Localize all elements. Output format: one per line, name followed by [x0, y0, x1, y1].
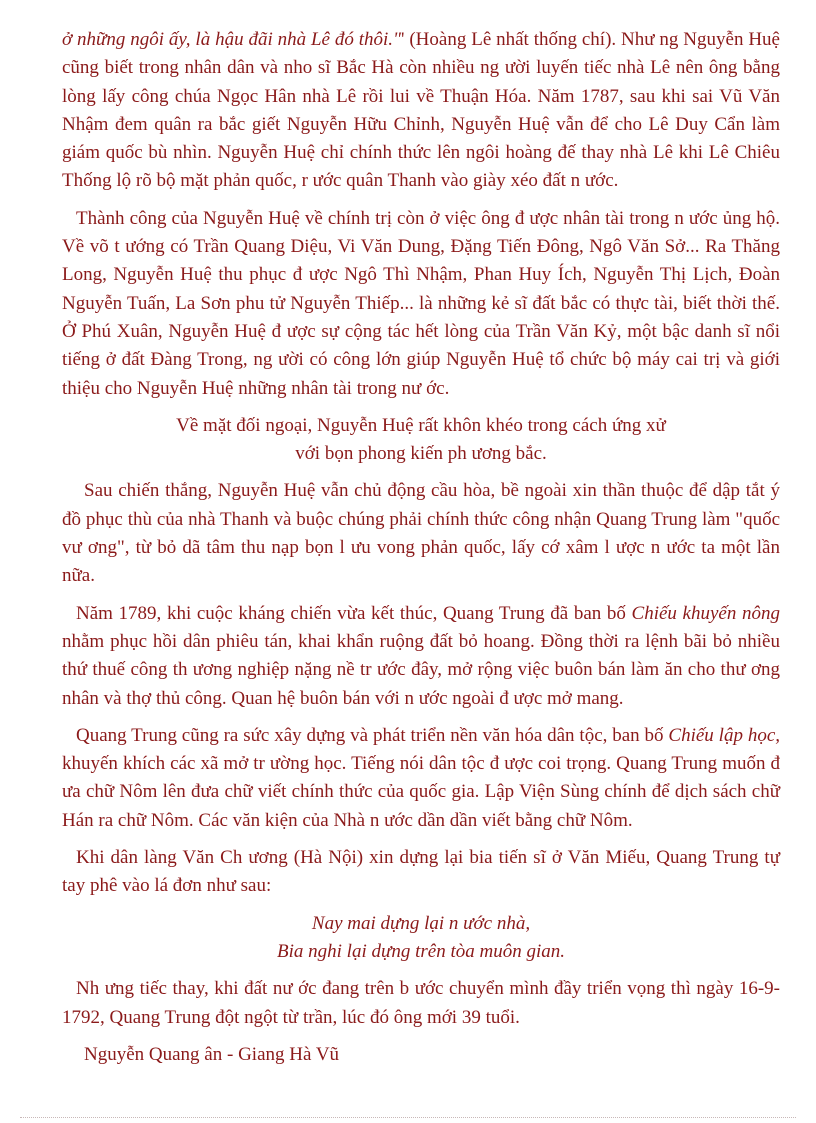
article-body: [62, 26, 780, 1078]
paragraph-5: [62, 600, 780, 713]
verse-line-1: Nay mai dựng lại n ước nhà,: [311, 912, 531, 934]
paragraph-4: Sau chiến thắng, Nguyễn Huệ vẫn chủ động cầu hòa, bề ngoài xin thần thuộc để dập tắt ý đồ phục thù của nhà Thanh và buộc chúng phải chính thức công nhận Quang Trung làm "quốc vư ơng", từ bỏ dã tâm thu nạp bọn l ưu vong phản quốc, lấy cớ xâm l ược n ước ta một lần nữa.: [62, 480, 780, 587]
verse-line-2: Bia nghi lại dựng trên tòa muôn gian.: [277, 940, 565, 962]
paragraph-6: [62, 722, 780, 835]
paragraph-3-line-1: Về mặt đối ngoại, Nguyễn Huệ rất khôn khéo trong cách ứng xử: [176, 414, 666, 436]
paragraph-5-text-a: Năm 1789, khi cuộc kháng chiến vừa kết thúc, Quang Trung đã ban bố: [76, 602, 632, 624]
paragraph-7: Khi dân làng Văn Ch ương (Hà Nội) xin dựng lại bia tiến sĩ ở Văn Miếu, Quang Trung tự tay phê vào lá đơn như sau:: [62, 847, 780, 897]
bottom-dotted-rule: [20, 1117, 796, 1118]
paragraph-1-text: ' (Hoàng Lê nhất thống chí). Như ng Nguyễn Huệ cũng biết trong nhân dân và nho sĩ Bắc Hà còn nhiều ng ười luyến tiếc nhà Lê nên ông bằng lòng lấy công chúa Ngọc Hân nhà Lê rồi lui về Thuận Hóa. Năm 1787, sau khi sai Vũ Văn Nhậm đem quân ra bắc giết Nguyễn Hữu Chỉnh, Nguyễn Huệ vẫn để cho Lê Duy Cẩn làm giám quốc bù nhìn. Nguyễn Huệ chỉ chính thức lên ngôi hoàng đế thay nhà Lê khi Lê Chiêu Thống lộ rõ bộ mặt phản quốc, r ước quân Thanh vào giày xéo đất n ước.: [62, 29, 780, 192]
paragraph-5-text-b: nhằm phục hồi dân phiêu tán, khai khẩn ruộng đất bỏ hoang. Đồng thời ra lệnh bãi bỏ nhiều thứ thuế công th ương nghiệp nặng nề tr ước đây, mở rộng việc buôn bán làm ăn cho thư ơng nhân và thợ thủ công. Quan hệ buôn bán với n ước ngoài đ ược mở mang.: [62, 630, 780, 709]
paragraph-3-line-2: với bọn phong kiến ph ương bắc.: [295, 443, 547, 465]
paragraph-1: [62, 26, 780, 196]
signature: Nguyễn Quang ân - Giang Hà Vũ: [84, 1043, 340, 1065]
paragraph-5-italic: Chiếu khuyến nông: [631, 602, 780, 624]
paragraph-2: Thành công của Nguyễn Huệ về chính trị còn ở việc ông đ ược nhân tài trong n ước ủng hộ. Về võ t ướng có Trần Quang Diệu, Vi Văn Dung, Đặng Tiến Đông, Ngô Văn Sở... Ra Thăng Long, Nguyễn Huệ thu phục đ ược Ngô Thì Nhậm, Phan Huy Ích, Nguyễn Thị Lịch, Đoàn Nguyễn Tuấn, La Sơn phu tử Nguyễn Thiếp... là những kẻ sĩ đất bắc có thực tài, biết thời thế. Ở Phú Xuân, Nguyễn Huệ đ ược sự cộng tác hết lòng của Trần Văn Kỷ, một bậc danh sĩ nổi tiếng ở đất Đàng Trong, ng ười có công lớn giúp Nguyễn Huệ tổ chức bộ máy cai trị và giới thiệu cho Nguyễn Huệ những nhân tài trong nư ớc.: [62, 207, 780, 399]
paragraph-6-italic: Chiếu lập học,: [668, 724, 780, 746]
paragraph-6-text-a: Quang Trung cũng ra sức xây dựng và phát triển nền văn hóa dân tộc, ban bố: [76, 724, 669, 746]
paragraph-6-text-b: khuyến khích các xã mở tr ường học. Tiếng nói dân tộc đ ược coi trọng. Quang Trung muốn đ ưa chữ Nôm lên đưa chữ viết chính thức của quốc gia. Lập Viện Sùng chính để dịch sách chữ Hán ra chữ Nôm. Các văn kiện của Nhà n ước dần dần viết bằng chữ Nôm.: [62, 753, 780, 831]
quote-italic: ở những ngôi ấy, là hậu đãi nhà Lê đó thôi.": [62, 29, 402, 50]
paragraph-8: Nh ưng tiếc thay, khi đất nư ớc đang trên b ước chuyển mình đầy triển vọng thì ngày 16-9-1792, Quang Trung đột ngột từ trần, lúc đó ông mới 39 tuổi.: [62, 978, 780, 1028]
